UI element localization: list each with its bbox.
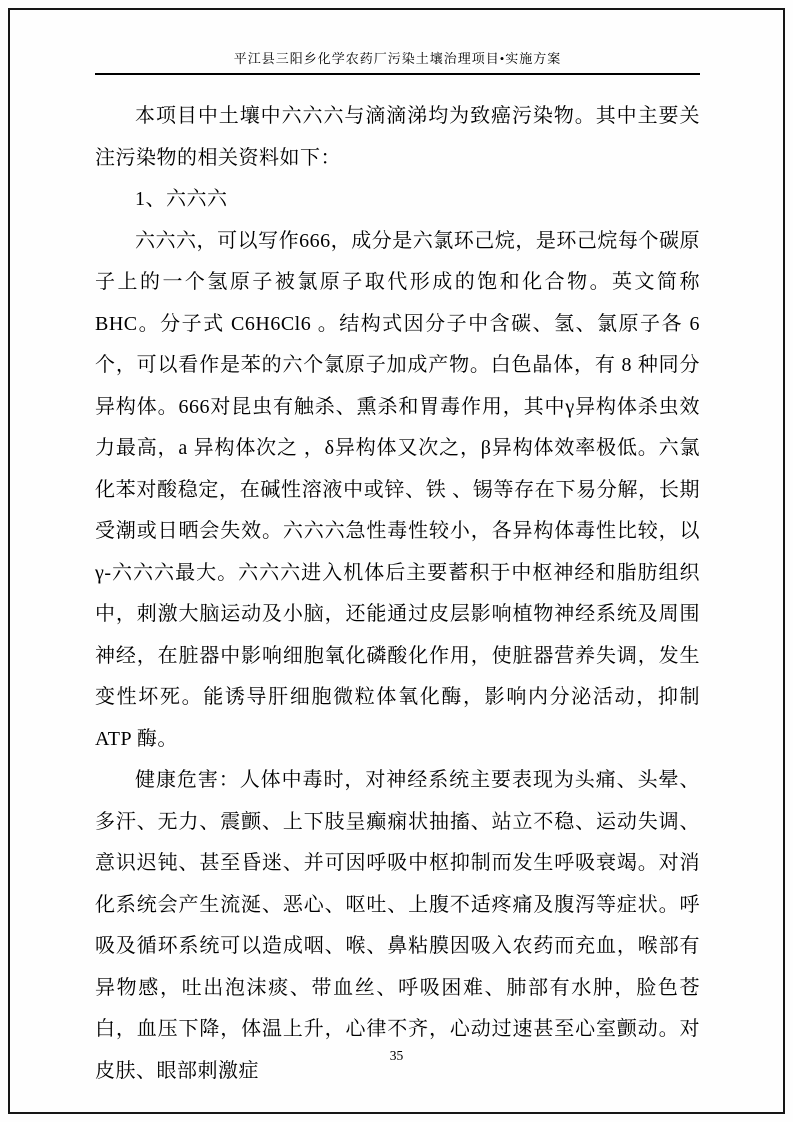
page-header-title: 平江县三阳乡化学农药厂污染土壤治理项目•实施方案 (233, 51, 562, 66)
page-number: 35 (389, 1048, 404, 1063)
document-body (95, 96, 700, 1092)
paragraph-intro: 本项目中土壤中六六六与滴滴涕均为致癌污染物。其中主要关注污染物的相关资料如下： (95, 105, 700, 169)
paragraph-bhc-description: 六六六，可以写作666，成分是六氯环己烷，是环己烷每个碳原子上的一个氢原子被氯原子取代形成的饱和化合物。英文简称 BHC。分子式 C6H6Cl6 。结构式因分子中含碳、氢、氯原子各 6 个，可以看作是苯的六个氯原子加成产物。白色晶体，有 8 种同分异构体。666对昆虫有触杀、熏杀和胃毒作用，其中γ异构体杀虫效力最高，a 异构体次之 ，δ异构体又次之，β异构体效率极低。六氯化苯对酸稳定，在碱性溶液中或锌、铁 、锡等存在下易分解，长期受潮或日晒会失效。六六六急性毒性较小，各异构体毒性比较，以γ-六六六最大。六六六进入机体后主要蓄积于中枢神经和脂肪组织中，刺激大脑运动及小脑，还能通过皮层影响植物神经系统及周围神经，在脏器中影响细胞氧化磷酸化作用，使脏器营养失调，发生变性坏死。能诱导肝细胞微粒体氧化酶，影响内分泌活动，抑制 ATP 酶。 (95, 229, 700, 750)
paragraph-section-heading: 1、六六六 (135, 188, 228, 210)
paragraph-health-hazards: 健康危害：人体中毒时，对神经系统主要表现为头痛、头晕、多汗、无力、震颤、上下肢呈癫痫状抽搐、站立不稳、运动失调、意识迟钝、甚至昏迷、并可因呼吸中枢抑制而发生呼吸衰竭。对消化系统会产生流涎、恶心、呕吐、上腹不适疼痛及腹泻等症状。呼吸及循环系统可以造成咽、喉、鼻粘膜因吸入农药而充血，喉部有异物感，吐出泡沫痰、带血丝、呼吸困难、肺部有水肿，脸色苍白，血压下降，体温上升，心律不齐，心动过速甚至心室颤动。对皮肤、眼部刺激症 (95, 769, 700, 1082)
header-divider-line (95, 73, 700, 75)
